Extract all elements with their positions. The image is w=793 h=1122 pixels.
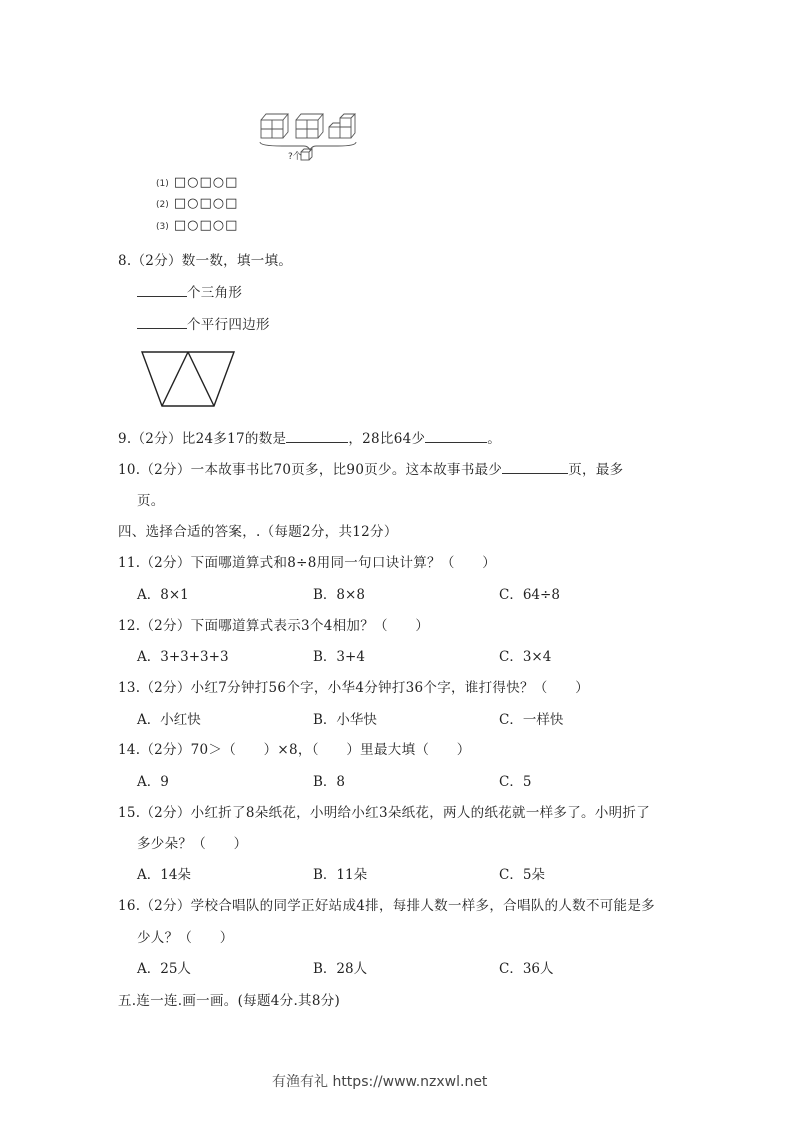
q15-option-b[interactable]: B．11朵 [313,867,368,883]
q8-line-triangles [137,281,242,301]
q9-blank-2[interactable] [425,430,487,443]
q9-part3: 。 [487,431,502,447]
q8-parallelogram-label: 个平行四边形 [187,317,270,333]
q16-option-b[interactable]: B．28人 [313,961,368,977]
q10-line2 [137,489,165,509]
cube-count-label: ?个 [288,152,302,162]
q13-option-c[interactable]: C．一样快 [499,712,564,728]
cube-figure [252,106,367,164]
q8-shape-figure [140,350,236,414]
q15-stem-line2: 多少朵？（ ） [137,836,248,852]
q15-stem-line1: 15.（2分）小红折了8朵纸花，小明给小红3朵纸花，两人的纸花就一样多了。小明折了 [118,805,651,821]
trapezoid-triangles-figure [140,350,236,410]
q9-blank-1[interactable] [286,430,348,443]
q7-row-number: (3) [156,222,169,232]
q8-triangle-blank[interactable] [137,284,187,297]
q7-row-number: (1) [156,179,169,189]
q10-line1 [118,458,623,478]
q9-part2: ，28比64少 [348,431,426,447]
section-5-heading: 五.连一连.画一画。(每题4分.其8分) [118,993,341,1009]
q15-option-c[interactable]: C．5朵 [499,867,545,883]
q11-option-a[interactable]: A．8×1 [137,587,189,603]
q16-option-a[interactable]: A．25人 [137,961,191,977]
q8-stem: 8.（2分）数一数，填一填。 [118,253,293,269]
q14-option-b[interactable]: B．8 [313,774,346,790]
q7-symbol-blanks[interactable]: □○□○□ [173,175,239,190]
q10-blank-1[interactable] [502,461,568,474]
q7-symbol-blanks[interactable]: □○□○□ [173,218,239,233]
q11-option-c[interactable]: C．64÷8 [499,587,560,603]
page-footer[interactable]: 有渔有礼 https://www.nzxwl.net [272,1074,488,1090]
q7-row-number: (2) [156,200,169,210]
q16-stem-line1: 16.（2分）学校合唱队的同学正好站成4排，每排人数一样多，合唱队的人数不可能是多 [118,898,655,914]
q13-option-a[interactable]: A．小红快 [137,712,201,728]
q16-stem-line2: 少人？（ ） [137,930,234,946]
q13-option-b[interactable]: B．小华快 [313,712,377,728]
cube-stack-illustration [252,106,367,164]
q7-row-1 [156,171,238,190]
q10-part3: 页。 [137,493,165,509]
q8-triangle-label: 个三角形 [187,285,243,301]
q11-option-b[interactable]: B．8×8 [313,587,365,603]
q7-row-3 [156,214,238,233]
q8-parallelogram-blank[interactable] [137,316,187,329]
q7-symbol-blanks[interactable]: □○□○□ [173,196,239,211]
q10-part1: 10.（2分）一本故事书比70页多，比90页少。这本故事书最少 [118,462,503,478]
q9-part1: 9.（2分）比24多17的数是 [118,431,287,447]
q9 [118,427,501,447]
q8-line-parallelograms [137,313,270,333]
q11-stem: 11.（2分）下面哪道算式和8÷8用同一句口诀计算？（ ） [118,555,497,571]
q14-stem: 14.（2分）70＞（ ）×8，（ ）里最大填（ ） [118,742,471,758]
q12-stem: 12.（2分）下面哪道算式表示3个4相加？（ ） [118,618,430,634]
q7-row-2 [156,192,238,211]
q15-option-a[interactable]: A．14朵 [137,867,191,883]
q16-option-c[interactable]: C．36人 [499,961,554,977]
q10-part2: 页，最多 [568,462,624,478]
q12-option-b[interactable]: B．3+4 [313,649,365,665]
q12-option-c[interactable]: C．3×4 [499,649,552,665]
q13-stem: 13.（2分）小红7分钟打56个字，小华4分钟打36个字，谁打得快？（ ） [118,680,589,696]
q12-option-a[interactable]: A．3+3+3+3 [137,649,229,665]
q14-option-c[interactable]: C．5 [499,774,532,790]
q14-option-a[interactable]: A．9 [137,774,169,790]
section-4-heading: 四、选择合适的答案，.（每题2分，共12分） [118,524,398,540]
